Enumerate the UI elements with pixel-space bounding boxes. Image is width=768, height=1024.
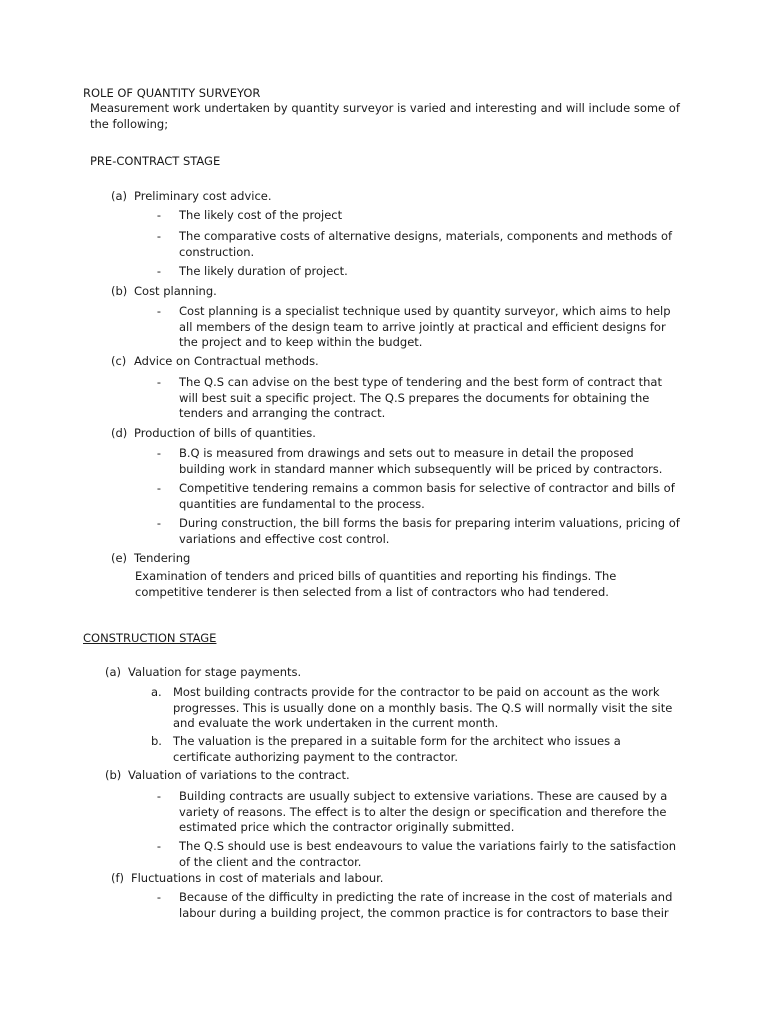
pre-contract-heading: PRE-CONTRACT STAGE [90,154,221,168]
bullet-line: Cost planning is a specialist technique used by quantity surveyor, which aims to help [179,304,671,318]
bullet-line: The Q.S should use is best endeavours to value the variations fairly to the satisfaction [179,839,677,853]
bullet-line: labour during a building project, the common practice is for contractors to base their [179,905,669,920]
item-marker: (f) [111,871,125,885]
bullet-text [179,446,768,477]
item-label: Production of bills of quantities. [134,426,316,440]
paragraph-line: Examination of tenders and priced bills of quantities and reporting his findings. The [135,569,617,583]
item-label: Advice on Contractual methods. [134,354,319,368]
bullet-line: The comparative costs of alternative designs, materials, components and methods of [179,229,673,243]
bullet-line: estimated price which the contractor originally submitted. [179,820,515,834]
paragraph-line: competitive tenderer is then selected from a list of contractors who had tendered. [135,584,609,599]
bullet-text [179,839,768,870]
bullet-dash: - [156,890,162,904]
item-label: Cost planning. [134,284,217,298]
bullet-dash: - [156,229,162,243]
bullet-dash: - [156,446,162,460]
bullet-dash: - [156,264,162,278]
bullet-line: quantities are fundamental to the process. [179,496,425,511]
subitem-line: certificate authorizing payment to the contractor. [173,749,458,764]
subitem-text [173,685,768,732]
item-label: Valuation of variations to the contract. [128,768,350,782]
subitem-line: The valuation is the prepared in a suitable form for the architect who issues a [173,734,621,748]
item-label: Preliminary cost advice. [134,189,272,203]
bullet-dash: - [156,481,162,495]
bullet-line: construction. [179,244,255,259]
bullet-line: The likely duration of project. [179,264,348,278]
bullet-dash: - [156,789,162,803]
bullet-line: of the client and the contractor. [179,854,362,869]
bullet-line: all members of the design team to arrive jointly at practical and efficient designs for [179,319,666,334]
item-marker: (a) [111,189,128,203]
subitem-marker: b. [151,734,162,748]
bullet-dash: - [156,304,162,318]
item-marker: (d) [111,426,128,440]
item-label: Tendering [134,551,191,565]
item-marker: (c) [111,354,127,368]
intro-line: the following; [90,116,169,131]
subitem-line: Most building contracts provide for the contractor to be paid on account as the work [173,685,660,699]
bullet-line: the project and to keep within the budget. [179,335,423,349]
bullet-line: The likely cost of the project [179,208,343,222]
intro-line: Measurement work undertaken by quantity surveyor is varied and interesting and will include some of [90,101,680,115]
bullet-text [179,481,768,512]
bullet-dash: - [156,375,162,389]
bullet-text [179,516,768,547]
intro-paragraph [90,101,690,132]
bullet-text [179,789,768,836]
bullet-line: will best suit a specific project. The Q.S prepares the documents for obtaining the [179,390,650,405]
document-title: ROLE OF QUANTITY SURVEYOR [83,86,261,100]
bullet-line: Because of the difficulty in predicting the rate of increase in the cost of materials and [179,890,673,904]
tendering-paragraph [135,569,735,600]
subitem-text [173,734,768,765]
subitem-marker: a. [151,685,162,699]
bullet-text [179,208,768,224]
bullet-line: Building contracts are usually subject to extensive variations. These are caused by a [179,789,668,803]
item-marker: (e) [111,551,128,565]
item-label: Valuation for stage payments. [128,665,302,679]
bullet-text [179,890,768,921]
bullet-line: B.Q is measured from drawings and sets out to measure in detail the proposed [179,446,634,460]
bullet-text [179,229,768,260]
bullet-line: variety of reasons. The effect is to alter the design or specification and therefore the [179,804,667,819]
bullet-line: Competitive tendering remains a common basis for selective of contractor and bills of [179,481,675,495]
bullet-text [179,375,768,422]
bullet-text [179,304,768,351]
bullet-dash: - [156,208,162,222]
construction-heading: CONSTRUCTION STAGE [83,631,217,645]
item-marker: (b) [111,284,128,298]
item-label: Fluctuations in cost of materials and labour. [131,871,384,885]
bullet-line: During construction, the bill forms the basis for preparing interim valuations, pricing of [179,516,680,530]
bullet-text [179,264,768,280]
item-marker: (a) [105,665,122,679]
bullet-dash: - [156,839,162,853]
item-marker: (b) [105,768,122,782]
bullet-line: tenders and arranging the contract. [179,406,386,420]
bullet-line: The Q.S can advise on the best type of tendering and the best form of contract that [179,375,662,389]
bullet-dash: - [156,516,162,530]
bullet-line: variations and effective cost control. [179,531,390,546]
bullet-line: building work in standard manner which subsequently will be priced by contractors. [179,461,663,476]
subitem-line: and evaluate the work undertaken in the current month. [173,716,499,730]
subitem-line: progresses. This is usually done on a monthly basis. The Q.S will normally visit the site [173,700,673,715]
